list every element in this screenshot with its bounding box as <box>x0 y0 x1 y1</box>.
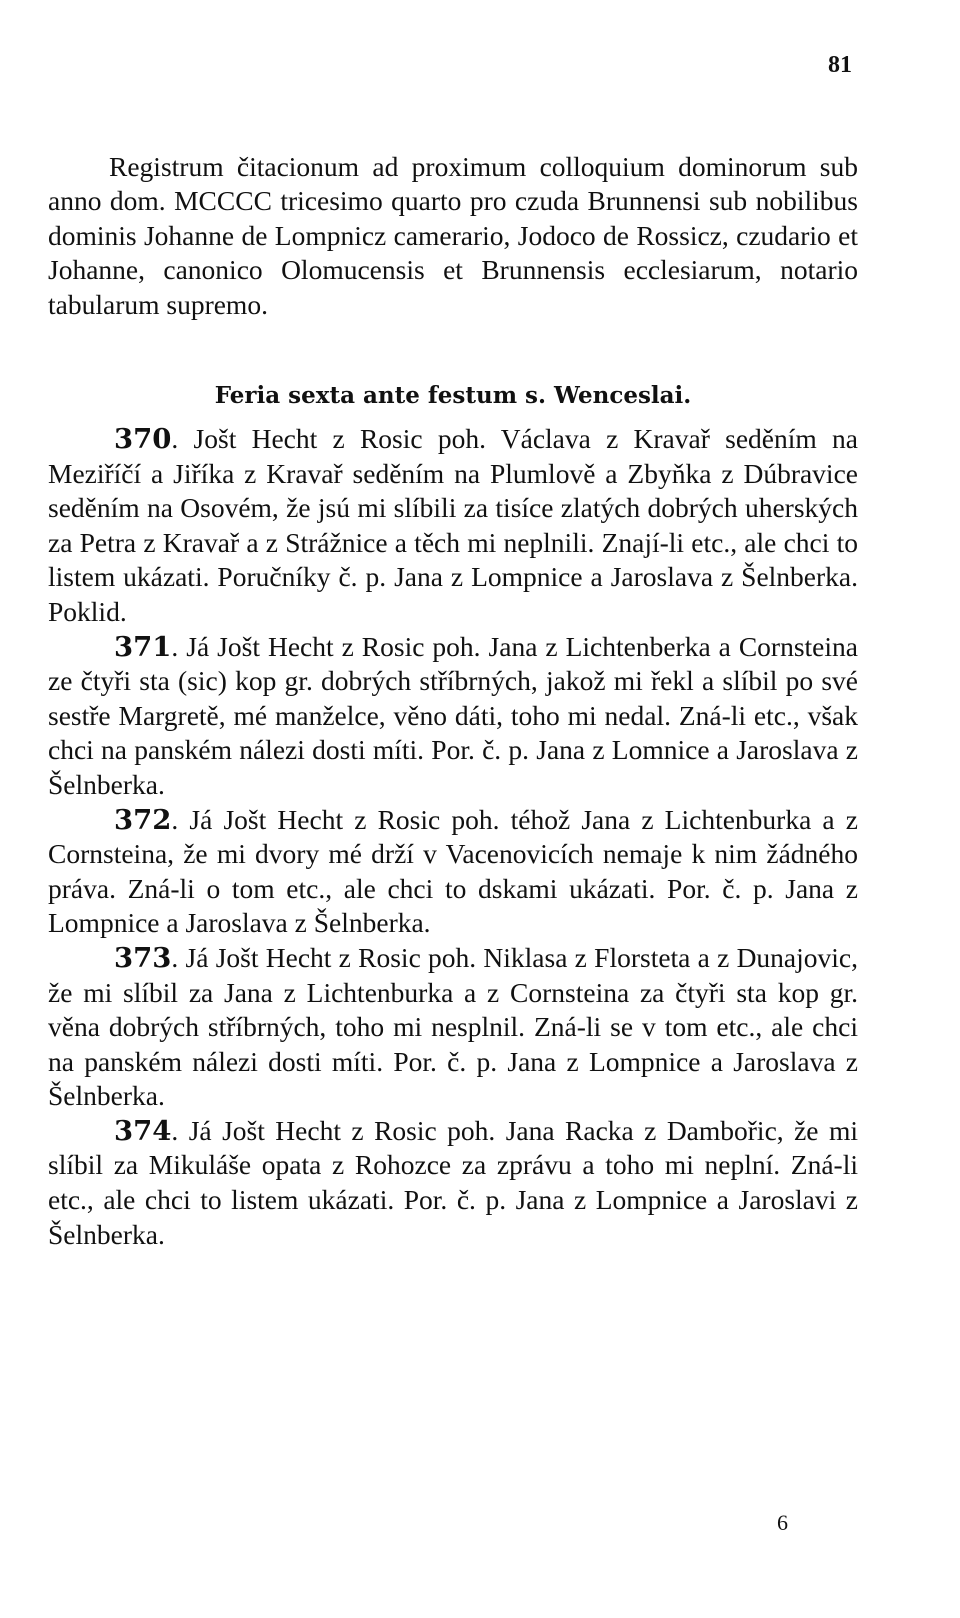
entry-text: . Já Jošt Hecht z Rosic poh. Jana Racka z Dambořic, že mi slíbil za Mikuláše opata z Rohozce za zprávu a toho mi neplní. Zná-li etc., ale chci to listem ukázati. Por. č. p. Jana z Lompnice a Jaroslavi z Šelnberka. <box>48 1114 858 1250</box>
intro-paragraph: Registrum čitacionum ad proximum colloquium dominorum sub anno dom. MCCCC tricesimo quarto pro czuda Brunnensi sub nobilibus dominis Johanne de Lompnicz camerario, Jodoco de Rossicz, czudario et Johanne, canonico Olomucensis et Brunnensis ecclesiarum, notario tabularum supremo. <box>48 150 858 320</box>
entry-text: . Já Jošt Hecht z Rosic poh. Niklasa z Florsteta a z Dunajovic, že mi slíbil za Jana z Lichtenburka a z Cornsteina za čtyři sta kop gr. věna dobrých stříbrných, toho mi nesplnil. Zná-li se v tom etc., ale chci na panském nálezi dosti míti. Por. č. p. Jana z Lompnice a Jaroslava z Šelnberka. <box>48 941 858 1112</box>
entry-number: 374 <box>114 1114 172 1147</box>
entry-text: . Jošt Hecht z Rosic poh. Václava z Kravař seděním na Meziříčí a Jiříka z Kravař seděním na Plumlově a Zbyňka z Dúbravice seděním na Osovém, že jsú mi slíbili za tisíce zlatých dobrých uherských za Petra z Kravař a z Strážnice a těch mi neplnili. Znají-li etc., ale chci to listem ukázati. Poručníky č. p. Jana z Lompnice a Jaroslava z Šelnberka. Poklid. <box>48 423 858 627</box>
page-number: 81 <box>828 52 852 78</box>
entry-text: . Já Jošt Hecht z Rosic poh. téhož Jana z Lichtenburka a z Cornsteina, že mi dvory mé drží v Vacenovicích nemaje k nim žádného práva. Zná-li o tom etc., ale chci to dskami ukázati. Por. č. p. Jana z Lompnice a Jaroslava z Šelnberka. <box>48 803 858 939</box>
entry-number: 373 <box>114 941 172 974</box>
entry-372 <box>48 803 858 941</box>
entry-number: 372 <box>114 803 172 836</box>
entry-371 <box>48 630 858 803</box>
entry-number: 371 <box>114 630 172 663</box>
section-heading: Feria sexta ante festum s. Wenceslai. <box>214 382 692 409</box>
entry-374 <box>48 1114 858 1252</box>
entry-text: . Já Jošt Hecht z Rosic poh. Jana z Lichtenberka a Cornsteina ze čtyři sta (sic) kop gr. dobrých stříbrných, jakož mi řekl a slíbil po své sestře Margretě, mé manželce, věno dáti, toho mi nedal. Zná-li etc., však chci na panském nálezi dosti míti. Por. č. p. Jana z Lomnice a Jaroslava z Šelnberka. <box>48 630 858 800</box>
entry-373 <box>48 941 858 1114</box>
entry-370 <box>48 422 858 630</box>
entry-number: 370 <box>114 423 172 455</box>
signature-mark: 6 <box>777 1510 788 1535</box>
entry-list <box>48 422 858 1252</box>
